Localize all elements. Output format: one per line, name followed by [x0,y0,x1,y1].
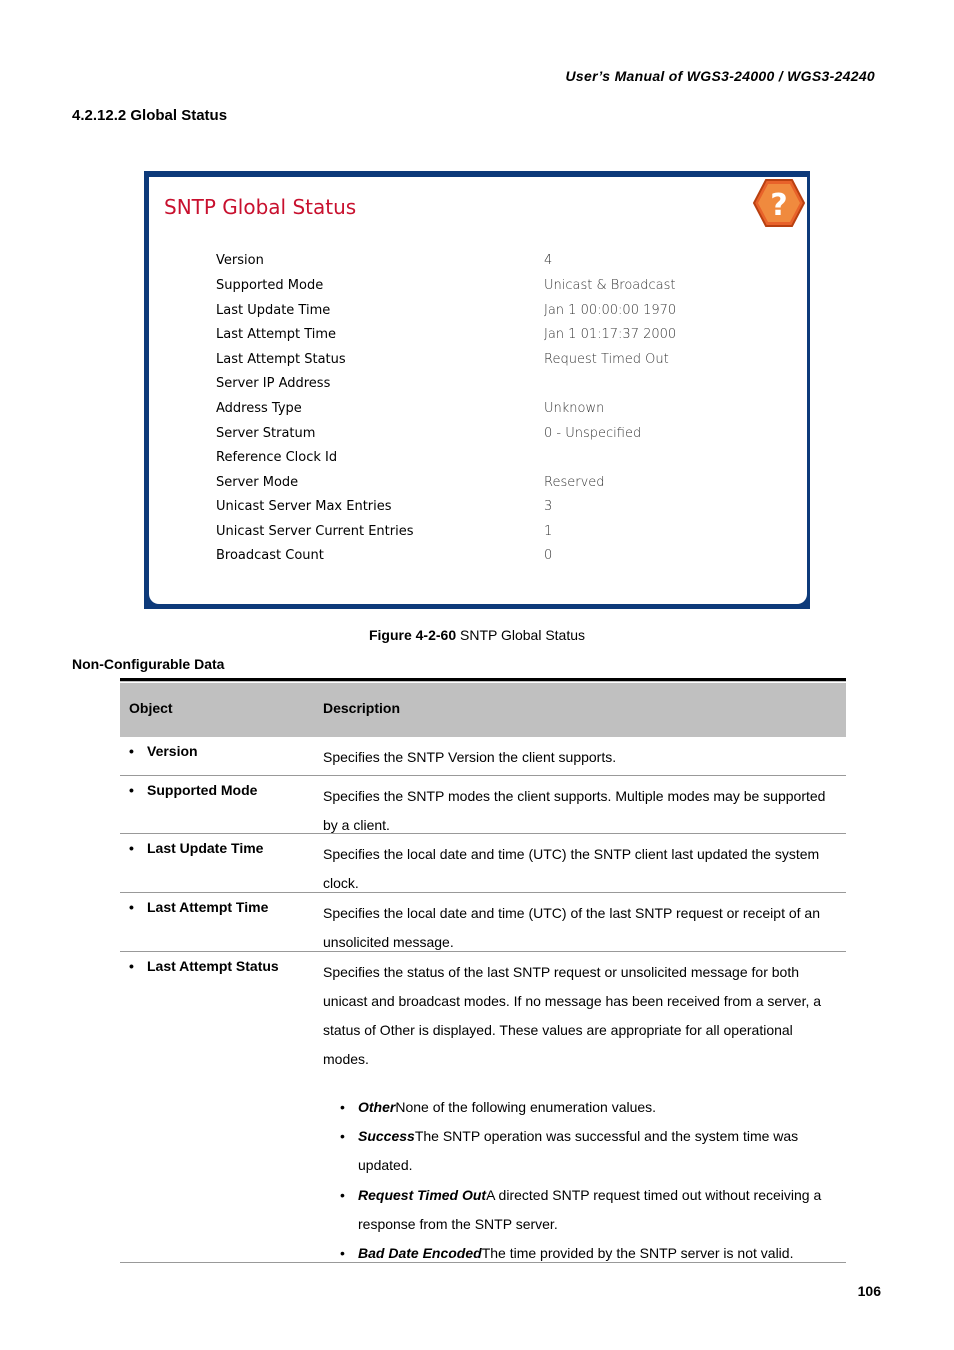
status-row [216,327,776,347]
object-cell [129,958,279,974]
description-cell [323,958,843,1074]
bullet-icon: • [129,743,134,759]
status-definition: The time provided by the SNTP server is not valid. [481,1245,794,1261]
table-row [120,737,846,776]
status-value: 4 [544,253,553,268]
figure-text: SNTP Global Status [456,627,586,643]
bullet-icon: • [129,782,134,798]
status-label: Last Update Time [216,303,331,318]
description-line: Specifies the local date and time (UTC) of the last SNTP request or receipt of an [323,905,820,921]
bullet-icon: • [129,899,134,915]
status-row [216,352,776,372]
table-heading: Non-Configurable Data [72,656,225,672]
status-value: 0 - Unspecified [544,426,642,441]
bullet-icon: • [340,1099,345,1115]
section-title: 4.2.12.2 Global Status [72,107,228,124]
status-value-item [340,1239,840,1268]
status-row [216,524,776,544]
description-line: Specifies the SNTP modes the client supports. Multiple modes may be supported [323,788,826,804]
status-label: Supported Mode [216,278,324,293]
status-value-text [358,1122,840,1180]
status-term: Success [358,1128,415,1144]
table-header [120,678,846,737]
status-value: 3 [544,499,553,514]
status-value-text [358,1181,840,1239]
description-line: status of Other is displayed. These values are appropriate for all operational [323,1022,793,1038]
status-definition-cont: response from the SNTP server. [358,1216,558,1232]
status-value-text [358,1239,840,1268]
status-value: Reserved [544,475,605,490]
description-line: by a client. [323,817,390,833]
status-value: Request Timed Out [544,352,669,367]
status-term: Bad Date Encoded [358,1245,482,1261]
status-value-item [340,1181,840,1239]
object-cell [129,840,263,856]
header-object: Object [129,700,173,716]
description-cell [323,840,843,898]
description-cell [323,743,843,772]
status-row [216,548,776,568]
description-line: unicast and broadcast modes. If no message has been received from a server, a [323,993,822,1009]
status-label: Broadcast Count [216,548,324,563]
figure-caption [0,627,954,643]
table-row [120,893,846,952]
status-term: Other [358,1099,396,1115]
status-value: 0 [544,548,553,563]
description-cell [323,899,843,957]
description-line: Specifies the SNTP Version the client supports. [323,749,617,765]
object-name: Supported Mode [147,782,258,798]
status-label: Last Attempt Status [216,352,346,367]
panel-body [149,177,807,604]
table-row [120,776,846,834]
status-label: Unicast Server Current Entries [216,524,414,539]
bullet-icon: • [129,958,134,974]
status-row [216,499,776,519]
status-definition: The SNTP operation was successful and the system time was [414,1128,799,1144]
description-line: modes. [323,1051,369,1067]
description-line: unsolicited message. [323,934,454,950]
status-definition: A directed SNTP request timed out without receiving a [486,1187,822,1203]
status-label: Version [216,253,264,268]
question-mark-icon[interactable] [753,178,805,228]
bullet-icon: • [340,1187,345,1203]
bullet-icon: • [340,1245,345,1261]
status-definition-cont: updated. [358,1157,413,1173]
figure-label: Figure 4-2-60 [368,627,457,643]
status-value-item [340,1122,840,1180]
status-label: Reference Clock Id [216,450,338,465]
panel-title: SNTP Global Status [164,195,357,219]
status-label: Address Type [216,401,302,416]
object-cell [129,782,257,798]
svg-text:?: ? [770,188,788,223]
description-line: clock. [323,875,359,891]
status-value: Jan 1 00:00:00 1970 [544,303,677,318]
status-row [216,401,776,421]
status-value: 1 [544,524,553,539]
object-name: Last Attempt Status [147,958,279,974]
status-value: Unknown [544,401,605,416]
status-label: Server Mode [216,475,299,490]
table-row [120,834,846,893]
status-row [216,475,776,495]
status-label: Server Stratum [216,426,316,441]
status-row [216,450,776,470]
status-row [216,303,776,323]
status-row [216,253,776,273]
description-cell [323,782,843,840]
object-cell [129,899,268,915]
page-number: 106 [857,1283,881,1299]
bullet-icon: • [340,1128,345,1144]
status-label: Unicast Server Max Entries [216,499,392,514]
status-row [216,426,776,446]
object-cell [129,743,198,759]
running-header: User’s Manual of WGS3-24000 / WGS3-24240 [565,68,875,84]
header-description: Description [323,700,401,716]
status-label: Server IP Address [216,376,331,391]
status-label: Last Attempt Time [216,327,337,342]
description-line: Specifies the status of the last SNTP request or unsolicited message for both [323,964,799,980]
object-name: Last Update Time [147,840,264,856]
status-row [216,278,776,298]
sntp-status-panel [144,171,810,609]
status-value: Unicast & Broadcast [544,278,676,293]
table-row [120,952,846,1263]
status-value: Jan 1 01:17:37 2000 [544,327,677,342]
status-row [216,376,776,396]
description-line: Specifies the local date and time (UTC) the SNTP client last updated the system [323,846,820,862]
status-value-text [358,1093,840,1122]
status-definition: None of the following enumeration values. [395,1099,657,1115]
status-term: Request Timed Out [358,1187,487,1203]
object-name: Last Attempt Time [147,899,269,915]
object-name: Version [147,743,198,759]
status-value-item [340,1093,840,1122]
bullet-icon: • [129,840,134,856]
